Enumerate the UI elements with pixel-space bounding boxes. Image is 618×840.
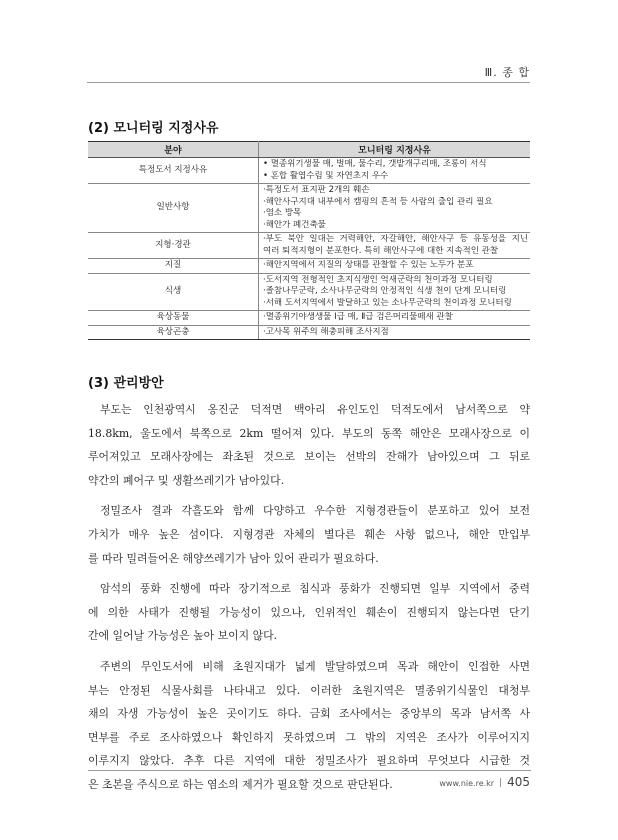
reason-line: ·해안가 폐건축물 (263, 219, 326, 230)
monitoring-table (88, 141, 530, 340)
text-line: 루어져있고 모래사장에는 좌초된 것으로 보이는 선박의 잔해가 남아있으며 그 뒤로 (88, 450, 530, 464)
row-reasons (259, 259, 531, 274)
chapter-label: Ⅲ. 종 합 (484, 66, 530, 79)
table-row (88, 158, 530, 184)
row-reasons (259, 158, 531, 184)
table-header-field: 분야 (88, 142, 259, 158)
paragraph (88, 398, 530, 492)
text-line: 이루지지 않았다. 추후 다른 지역에 대한 정밀조사가 필요하며 무엇보다 시급한 것 (88, 754, 530, 768)
paragraph (88, 499, 530, 570)
text-line: 에 의한 사태가 진행될 가능성이 있으나, 인위적인 훼손이 진행되지 않는다면 단기 (88, 605, 530, 619)
table-row (88, 184, 530, 233)
table-header-reason: 모니터링 지정사유 (259, 142, 531, 158)
reason-line: ·졸참나무군락, 소사나무군락의 안정적인 식생 천이 단계 모니터링 (263, 286, 507, 296)
reason-line: ·특정도서 표지판 2개의 훼손 (263, 185, 370, 195)
text-line: 부도는 인천광역시 옹진군 덕적면 백아리 유인도인 덕적도에서 남서쪽으로 약 (100, 403, 530, 416)
row-category: 지형·경관 (88, 233, 259, 259)
text-line: 암석의 풍화 진행에 따라 장기적으로 침식과 풍화가 진행되면 일부 지역에서 중력 (100, 582, 530, 596)
table-row (88, 273, 530, 311)
text-line: 간에 일어날 가능성은 높아 보이지 않다. (88, 629, 278, 643)
row-reasons (259, 311, 531, 326)
reason-line: ·도서지역 전형적인 초지식생인 억새군락의 천이과정 모니터링 (263, 274, 493, 285)
row-category: 특정도서 지정사유 (88, 158, 259, 184)
text-line: 주변의 무인도서에 비해 초원지대가 넓게 발달하였으며 목과 해안이 인접한 사면 (100, 659, 530, 673)
text-line: 가치가 매우 높은 섬이다. 지형경관 자체의 별다른 훼손 사항 없으나, 해안 만입부 (88, 527, 530, 541)
reason-line: ·부도 북안 일대는 거력해안, 자갈해안, 해안사구 등 유동성을 지닌 (263, 234, 528, 244)
page-footer (439, 775, 530, 789)
reason-line: ·멸종위기야생생물 Ⅰ급 매, Ⅱ급 검은머리물떼새 관찰 (263, 312, 453, 322)
table-row (88, 311, 530, 326)
text-line: 약간의 폐어구 및 생활쓰레기가 남아있다. (88, 473, 285, 487)
header-rule (87, 82, 530, 83)
text-line: 채의 자생 가능성이 높은 곳이기도 하다. 금회 조사에서는 중앙부의 목과 남서쪽 사 (88, 707, 530, 721)
table-row (88, 325, 530, 340)
row-category: 일반사항 (88, 184, 259, 233)
footer-separator (500, 778, 501, 787)
text-line: 정밀조사 결과 각흘도와 함께 다양하고 우수한 지형경관들이 분포하고 있어 보전 (100, 504, 530, 518)
table-row (88, 259, 530, 274)
footer-rule (88, 770, 531, 771)
reason-line: ·해안사구지대 내부에서 캠핑의 흔적 등 사람의 출입 관리 필요 (263, 196, 493, 207)
row-reasons (259, 273, 531, 311)
row-reasons (259, 184, 531, 233)
table-row (88, 233, 530, 259)
row-category: 육상동물 (88, 311, 259, 326)
reason-line: • 혼합 활엽수림 및 자연초지 우수 (263, 170, 389, 181)
reason-line: ·고사목 위주의 해충피해 조사지점 (263, 326, 389, 337)
text-line: 18.8km, 울도에서 북쪽으로 2km 떨어져 있다. 부도의 동쪽 해안은 모래사장으로 이 (88, 426, 530, 440)
section-title-monitoring: (2) 모니터링 지정사유 (88, 121, 219, 136)
section-title-management: (3) 관리방안 (88, 376, 164, 391)
page-number: 405 (507, 775, 530, 789)
reason-line: • 멸종위기생물 매, 벌매, 물수리, 갯밭개구리매, 조롱이 서식 (263, 159, 487, 169)
text-line: 면부를 주로 조사하였으나 확인하지 못하였으며 그 밖의 지역은 조사가 이루어지지 (88, 730, 530, 744)
text-line: 은 초본을 주식으로 하는 염소의 제거가 필요할 것으로 판단된다. (88, 777, 393, 791)
reason-line: ·해안지역에서 지질의 상태를 관찰할 수 있는 노두가 분포 (263, 260, 474, 270)
reason-line: ·염소 방목 (263, 208, 302, 218)
row-category: 육상곤충 (88, 325, 259, 340)
paragraph (88, 577, 530, 648)
footer-url: www.nie.re.kr (439, 779, 495, 788)
text-line: 를 따라 밀려들어온 해양쓰레기가 남아 있어 관리가 필요하다. (88, 551, 379, 565)
text-line: 부는 안정된 식물사회를 나타내고 있다. 이러한 초원지역은 멸종위기식물인 대청부 (88, 683, 530, 697)
row-category: 지질 (88, 259, 259, 274)
row-reasons (259, 325, 531, 340)
row-reasons (259, 233, 531, 259)
reason-line: ·서해 도서지역에서 발달하고 있는 소나무군락의 천이과정 모니터링 (263, 297, 512, 308)
reason-line: 여러 퇴적지형이 분포한다. 특히 해안사구에 대한 지속적인 관찰 (263, 245, 499, 256)
management-body (88, 398, 530, 804)
row-category: 식생 (88, 273, 259, 311)
